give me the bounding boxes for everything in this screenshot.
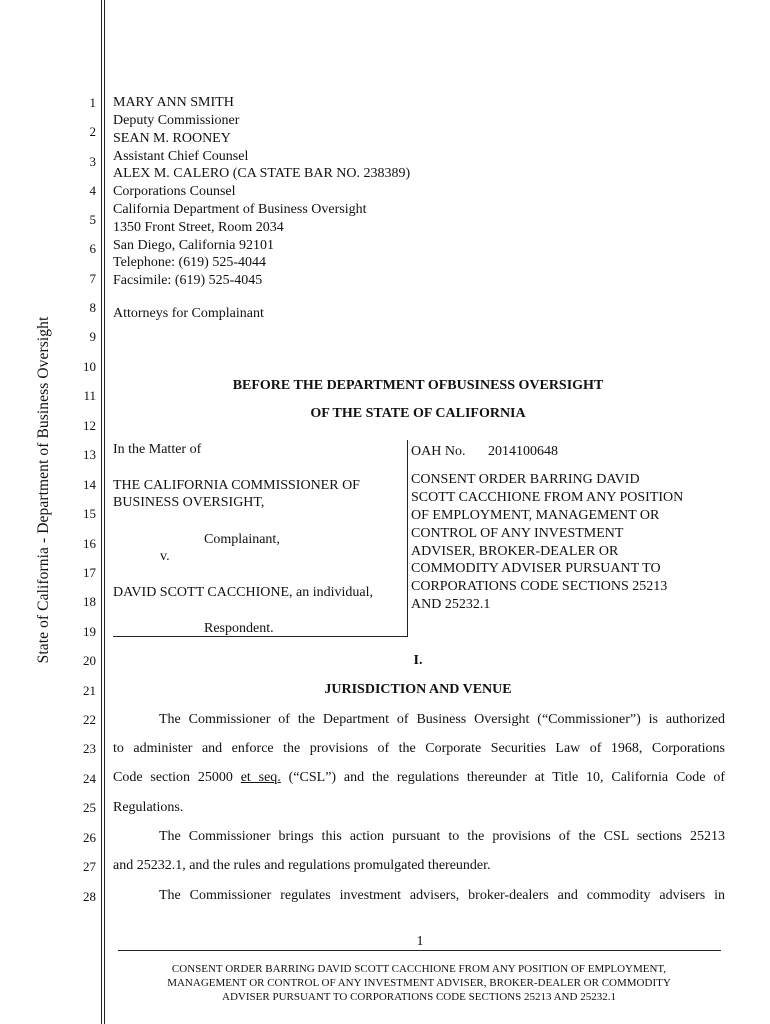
footer-rule — [118, 950, 721, 951]
caption-line: ALEX M. CALERO (CA STATE BAR NO. 238389) — [113, 166, 411, 181]
in-the-matter-of: In the Matter of — [113, 442, 202, 457]
line-number: 8 — [89, 300, 96, 315]
page-number: 1 — [416, 934, 424, 949]
paragraph-line: to administer and enforce the provisions of the Corporate Securities Law of 1968, Corporations — [113, 741, 725, 756]
margin-rule-left-outer — [101, 0, 102, 1024]
caption-divider — [407, 440, 408, 637]
paragraph-line: Regulations. — [113, 800, 184, 815]
complainant-name-line1: THE CALIFORNIA COMMISSIONER OF — [113, 478, 360, 493]
footer-line: ADVISER PURSUANT TO CORPORATIONS CODE SECTIONS 25213 AND 25232.1 — [222, 991, 616, 1003]
line-number: 18 — [83, 594, 96, 609]
versus: v. — [160, 549, 170, 564]
order-title-line: ADVISER, BROKER-DEALER OR — [411, 544, 619, 559]
caption-line: SEAN M. ROONEY — [113, 131, 231, 146]
complainant-role: Complainant, — [204, 532, 280, 547]
order-title-line: SCOTT CACCHIONE FROM ANY POSITION — [411, 490, 684, 505]
line-number: 25 — [83, 800, 96, 815]
sidebar-agency-label: State of California - Department of Business Oversight — [35, 316, 52, 664]
section-number: I. — [413, 653, 423, 668]
oah-label: OAH No. — [411, 444, 466, 459]
citation-et-seq: et seq. — [240, 770, 281, 785]
line-number: 20 — [83, 653, 96, 668]
line-number: 7 — [89, 271, 96, 286]
line-number: 21 — [83, 683, 96, 698]
line-number: 23 — [83, 741, 96, 756]
respondent-name: DAVID SCOTT CACCHIONE, an individual, — [113, 585, 374, 600]
line-number: 26 — [83, 830, 96, 845]
caption-line: Corporations Counsel — [113, 184, 236, 199]
section-title: JURISDICTION AND VENUE — [324, 682, 512, 697]
line-number: 1 — [89, 95, 96, 110]
line-number: 6 — [89, 241, 96, 256]
caption-line: MARY ANN SMITH — [113, 95, 234, 110]
caption-line: 1350 Front Street, Room 2034 — [113, 220, 284, 235]
line-number: 2 — [89, 124, 96, 139]
attorneys-for: Attorneys for Complainant — [113, 306, 264, 321]
text-run: (“CSL”) and the regulations thereunder at Title 10, California Code of — [280, 770, 726, 785]
caption-line: Assistant Chief Counsel — [113, 149, 249, 164]
order-title-line: CONTROL OF ANY INVESTMENT — [411, 526, 624, 541]
caption-line: San Diego, California 92101 — [113, 238, 274, 253]
line-number: 12 — [83, 418, 96, 433]
line-number: 5 — [89, 212, 96, 227]
line-number: 24 — [83, 771, 96, 786]
caption-line: Deputy Commissioner — [113, 113, 240, 128]
caption-line: Facsimile: (619) 525-4045 — [113, 273, 263, 288]
line-number: 4 — [89, 183, 96, 198]
line-number: 10 — [83, 359, 96, 374]
line-number: 28 — [83, 889, 96, 904]
court-heading-line1: BEFORE THE DEPARTMENT OFBUSINESS OVERSIGHT — [232, 378, 604, 393]
paragraph-line: The Commissioner regulates investment advisers, broker-dealers and commodity advisers in — [159, 888, 725, 903]
paragraph-line: The Commissioner of the Department of Business Oversight (“Commissioner”) is authorized — [159, 712, 725, 727]
line-number: 14 — [83, 477, 96, 492]
line-number: 16 — [83, 536, 96, 551]
respondent-role: Respondent. — [204, 621, 274, 636]
order-title-line: CORPORATIONS CODE SECTIONS 25213 — [411, 579, 668, 594]
line-number: 15 — [83, 506, 96, 521]
line-number: 27 — [83, 859, 96, 874]
line-number: 22 — [83, 712, 96, 727]
line-number: 13 — [83, 447, 96, 462]
caption-line: Telephone: (619) 525-4044 — [113, 255, 266, 270]
order-title-line: COMMODITY ADVISER PURSUANT TO — [411, 561, 661, 576]
court-heading-line2: OF THE STATE OF CALIFORNIA — [310, 406, 526, 421]
line-number: 11 — [83, 388, 96, 403]
paragraph-line: and 25232.1, and the rules and regulations promulgated thereunder. — [113, 858, 491, 873]
order-title-line: AND 25232.1 — [411, 597, 491, 612]
oah-number: 2014100648 — [488, 444, 558, 459]
line-number: 17 — [83, 565, 96, 580]
footer-line: MANAGEMENT OR CONTROL OF ANY INVESTMENT ADVISER, BROKER-DEALER OR COMMODITY — [167, 977, 671, 989]
paragraph-line — [113, 769, 725, 786]
order-title-line: CONSENT ORDER BARRING DAVID — [411, 472, 640, 487]
margin-rule-left-inner — [104, 0, 105, 1024]
caption-line: California Department of Business Oversight — [113, 202, 367, 217]
line-number: 19 — [83, 624, 96, 639]
order-title-line: OF EMPLOYMENT, MANAGEMENT OR — [411, 508, 660, 523]
footer-line: CONSENT ORDER BARRING DAVID SCOTT CACCHIONE FROM ANY POSITION OF EMPLOYMENT, — [171, 963, 667, 975]
caption-bottom-rule — [113, 636, 408, 637]
text-run: Code section 25000 — [113, 770, 241, 785]
complainant-name-line2: BUSINESS OVERSIGHT, — [113, 495, 265, 510]
line-number: 9 — [89, 329, 96, 344]
line-number: 3 — [89, 154, 96, 169]
paragraph-line: The Commissioner brings this action pursuant to the provisions of the CSL sections 25213 — [159, 829, 725, 844]
